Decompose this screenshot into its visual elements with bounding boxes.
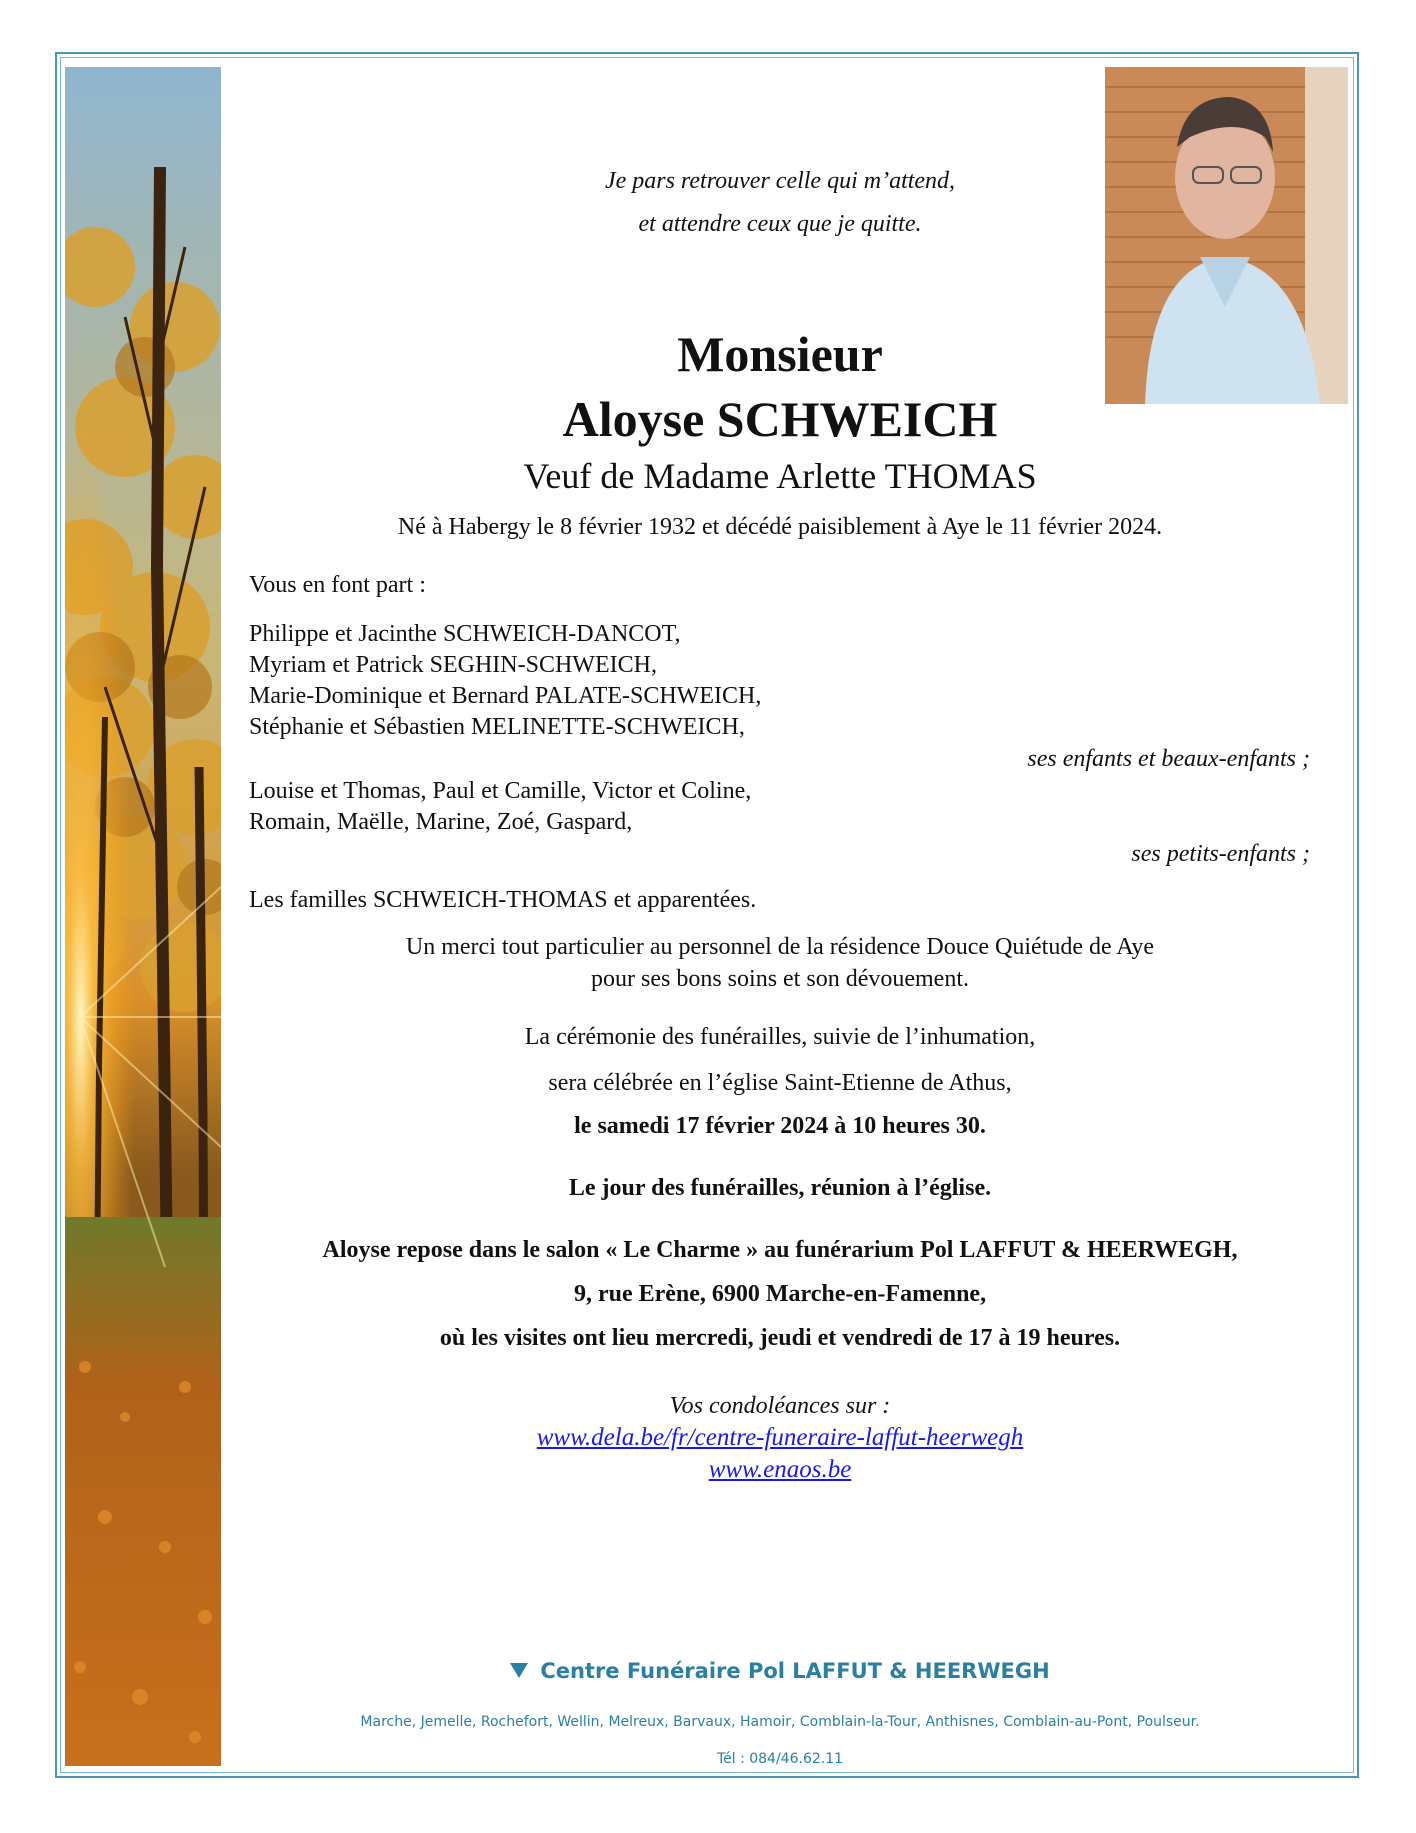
families-line: Les familles SCHWEICH-THOMAS et apparentées. (249, 887, 757, 913)
visitation-line-3: où les visites ont lieu mercredi, jeudi et vendredi de 17 à 19 heures. (439, 1325, 1121, 1351)
grandchildren-relation: ses petits-enfants ; (1131, 841, 1310, 867)
thanks-line-1: Un merci tout particulier au personnel de la résidence Douce Quiétude de Aye (405, 934, 1155, 960)
condolences-link-dela[interactable]: www.dela.be/fr/centre-funeraire-laffut-heerwegh (536, 1424, 1024, 1451)
thanks-line-2: pour ses bons soins et son dévouement. (591, 966, 969, 992)
spouse-line: Veuf de Madame Arlette THOMAS (523, 456, 1037, 496)
child-line: Stéphanie et Sébastien MELINETTE-SCHWEICH, (249, 714, 745, 740)
child-line: Myriam et Patrick SEGHIN-SCHWEICH, (249, 652, 657, 678)
triangle-down-icon (510, 1663, 528, 1678)
ceremony-datetime: le samedi 17 février 2024 à 10 heures 30. (574, 1113, 986, 1139)
child-line: Marie-Dominique et Bernard PALATE-SCHWEICH, (249, 683, 762, 709)
condolences-link-enaos[interactable]: www.enaos.be (708, 1456, 852, 1483)
grandchild-line: Romain, Maëlle, Marine, Zoé, Gaspard, (249, 809, 633, 835)
grandchild-line: Louise et Thomas, Paul et Camille, Victor et Coline, (249, 778, 752, 804)
child-line: Philippe et Jacinthe SCHWEICH-DANCOT, (249, 621, 681, 647)
funeral-home-name (240, 1659, 1320, 1683)
ceremony-line-2: sera célébrée en l’église Saint-Etienne de Athus, (548, 1070, 1012, 1096)
funeral-home-name-text: Centre Funéraire Pol LAFFUT & HEERWEGH (540, 1659, 1050, 1683)
poem-line-1: Je pars retrouver celle qui m’attend, (604, 168, 956, 194)
funeral-home-locations: Marche, Jemelle, Rochefort, Wellin, Melreux, Barvaux, Hamoir, Comblain-la-Tour, Anthisnes, Comblain-au-Pont, Poulseur. (360, 1714, 1200, 1730)
condolences-label: Vos condoléances sur : (669, 1393, 891, 1419)
ceremony-meeting: Le jour des funérailles, réunion à l’église. (568, 1175, 992, 1201)
poem-line-2: et attendre ceux que je quitte. (638, 211, 922, 237)
honorific: Monsieur (677, 326, 883, 382)
funeral-home-phone: Tél : 084/46.62.11 (716, 1751, 844, 1767)
announcement-intro: Vous en font part : (249, 572, 426, 598)
deceased-name: Aloyse SCHWEICH (562, 391, 998, 447)
visitation-line-1: Aloyse repose dans le salon « Le Charme » au funérarium Pol LAFFUT & HEERWEGH, (322, 1237, 1238, 1263)
children-relation: ses enfants et beaux-enfants ; (1027, 746, 1310, 772)
visitation-line-2: 9, rue Erène, 6900 Marche-en-Famenne, (573, 1281, 987, 1307)
autumn-forest-image (65, 67, 221, 1766)
birth-death-line: Né à Habergy le 8 février 1932 et décédé paisiblement à Aye le 11 février 2024. (397, 514, 1163, 540)
ceremony-line-1: La cérémonie des funérailles, suivie de l’inhumation, (524, 1024, 1036, 1050)
